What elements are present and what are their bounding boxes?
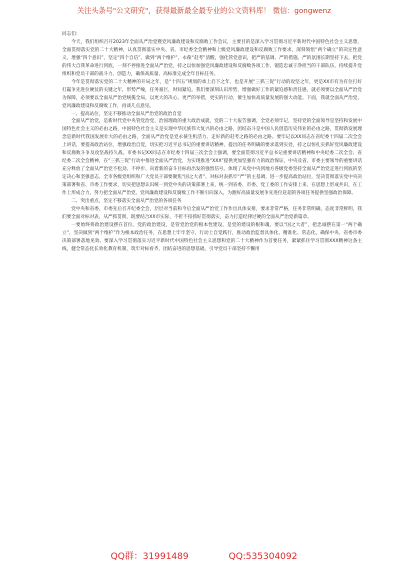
contact-footer [0, 548, 408, 566]
paragraph: 全面从严治党，是新时代党中央管党治党、治国理政的重大政治成就，党的二十大报告强调，全党必须牢记，坚持党的全面领导是坚持和发展中国特色社会主义的必由之路，中国特色社会主义是实现中华民族伟大复兴的必由之路，团结奋斗是中国人民创造历史伟业的必由之路，贯彻新发展理念是新时代我国发展壮大的必由之路，全面从严治党是党永葆生机活力、走好新的赶考之路的必由之路。要牢记以XX同志在省纪委十四届二次全会上讲话，要提高政治站位，增强政治自觉，切实把习近平总书记的重要讲话精神、提出的任务明确的要求落到实处，持之以恒扎实抓好党风廉政建设和反腐败斗争及攻坚战持久战。市委书记XX同志在市纪委十四届三次全会上强调，要全面贯彻习近平总书记重要讲话精神和中央纪委二次全会、省纪委二次全会精神，在“三抓三促”行动中推进全面从严治党，为实现推进“XXX”提供更加坚强有力的政治保证，中央及省、市委主要领导的重要讲话充分释放了全面从严治党不松劲、不停步、向着新的奋斗目标再出发的强烈信号。体现了从党中央到地方各级党委坚持全面从严治党走进行到底的坚定决心和坚强意志，全市各级党组织和广大党员干部要聚焦“国之大者”、对标对表抓牢“严”的主基调，进一步提高政治站位，坚决贯彻落实党中央决策部署和省、市委工作要求，切实把思想认识统一到党中央的决策部署上来，统一到省委、市委、党工委的工作安排上来，在思想上形成共识，在工作上形成合力，努力把全面从严治党、党风廉政建设和反腐败工作不断引向深入，为跑好高质量发展争先进位赶超的各项任务提供坚强政治保障。 [62, 119, 362, 197]
paragraph: 今年是贯彻落实党的二十大精神的开局之年，是“十四五”规划的承上启下之年，也是开展“三抓三促”行动的攻坚之年，更是XX市有为有位打好打赢争先进位硬仗的关键之年，形势严峻，任务艰巨，时间紧迫。我们要深刻认识形势，增强做好工作的紧迫感和责任感，就必须要以全面从严治党为保障，必须要以全面从严治党统揽全局，以更大的决心、更严的举措，更实的行动，催生加快高质量发展的强大动能。下面，我就全面从严治党、党风廉政建设和反腐败工作，再谈几点意见。 [62, 79, 362, 109]
document-body [62, 31, 362, 543]
section-heading: 二、突出重点，坚定不移落实全面从严治党的各项任务 [71, 199, 182, 205]
section-heading: 一、提高站位，坚定不移推动全面从严治党的政治自觉 [71, 111, 182, 117]
paragraph: 党中央和省委、市委先后召开纪委全会，层层对当前和今后全面从严治党工作作出具体安排，要求非常严格，任务非常明确，态度非常鲜明，我们要全面对标对表，从严抓贯彻，既要结合XX市实际，不折不扣抓好贯彻落实，奋力打造纪律过硬的全面从严治党新篇章。 [62, 206, 362, 220]
promo-banner: 关注头条号"公文研究"，获得最新最全最专业的公文资料库！ 微信：gongwenz [76, 6, 332, 15]
paragraph: 一要始终将政治建设摆在首位。党的政治建设，是管党治党的根本性建设，是党的建设的根和魂，要以“国之大者”，把忠诚摆在第一“两个确立”，坚决做到“两个维护”作为根本政治任务，在思想上牢牢坚守，行动上自觉践行，推动政治监督具体化、精准化、常态化。确保中央、省委市委决策部署落地见效。要深入学习贯彻落实习近平新时代中国特色社会主义思想和党的二十大精神作为首要任务，紧紧抓住学习贯彻XXX精神这条主线，健全常态化长效化教育机制，筑牢对标看齐、团结奋进的思想基础，引导党员干部坚持不懈用 [62, 222, 362, 252]
qq-group-number: QQ群：31991489 [110, 552, 189, 562]
salutation: 同志们： [62, 32, 81, 37]
paragraph: 今天，我们组织召开2023年全面从严治党暨党风廉政建设和反腐败工作会议，主要目的是深入学习贯彻习近平新时代中国特色社会主义思想，全面贯彻落实党的二十大精神，认真贯彻落实中央、省、市纪委全会精神和上级党风廉政建设和反腐败工作要求，深刻领悟“两个确立”的决定性意义，增强“四个意识”、坚定“四个自信”、做到“两个维护”，永葆“赶考”清醒，强化管党意识，把严的基调、严的措施、严的氛围长期坚持下去，把党的伟大自我革命进行到底，一刻不停推进全面从严治党，持之以恒加强党风廉政建设和反腐败各项工作，锻造忠诚干净担当的干部队伍，持续提升党组织和党员干部的战斗力、创造力，确保高质量、高标准完成全年目标任务。 [62, 39, 362, 77]
qq-number: QQ:535304092 [228, 552, 298, 562]
